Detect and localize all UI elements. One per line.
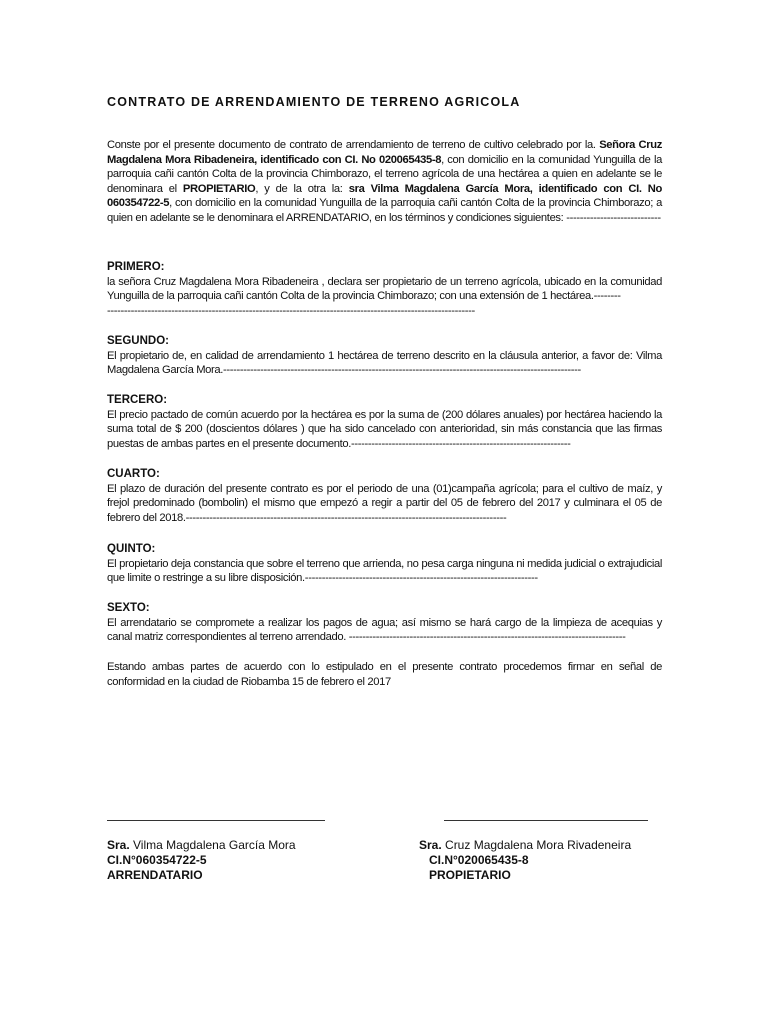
clause-text: El propietario deja constancia que sobre el terreno que arrienda, no pesa carga ninguna ni medida judicial o extrajudicial que limite o restringe a su libre disposición.---------------------------------------------------------------------	[107, 557, 662, 585]
clause-tercero	[107, 393, 662, 451]
signature-block-owner	[419, 838, 631, 883]
clause-heading: QUINTO:	[107, 543, 156, 555]
signature-line-left	[107, 820, 325, 821]
signer-prefix: Sra.	[419, 838, 442, 852]
closing-paragraph: Estando ambas partes de acuerdo con lo estipulado en el presente contrato procedemos firmar en señal de conformidad en la ciudad de Riobamba 15 de febrero el 2017	[107, 661, 662, 688]
signer-name: Cruz Magdalena Mora Rivadeneira	[441, 838, 632, 852]
owner-identification: Señora Cruz Magdalena Mora Ribadeneira, identificado con CI. No 020065435-8	[107, 139, 663, 166]
intro-text-3: , y de la otra la:	[255, 182, 349, 195]
tenant-identification: sra Vilma Magdalena García Mora, identificado con CI. No 060354722-5	[107, 182, 662, 210]
signer-name: Vilma Magdalena García Mora	[129, 838, 296, 852]
clause-segundo	[107, 334, 662, 378]
clause-heading: TERCERO:	[107, 394, 168, 406]
clause-primero	[107, 260, 662, 318]
clause-heading: CUARTO:	[107, 468, 160, 480]
clause-text: El plazo de duración del presente contrato es por el periodo de una (01)campaña agrícola; para el cultivo de maíz, y frejol predominado (bombolin) el mismo que empezó a regir a partir del 05 de febrero del 2017 y culminara el 05 de febrero del 2018.-----------------------------------------------------------------------------------------------	[107, 482, 662, 524]
signer-role: ARRENDATARIO	[107, 868, 203, 882]
owner-role: PROPIETARIO	[182, 182, 256, 195]
clause-text: El propietario de, en calidad de arrendamiento 1 hectárea de terreno descrito en la cláusula anterior, a favor de: Vilma Magdalena García Mora.----------------------------------------------------------------------------------------------------------	[107, 349, 662, 377]
document-title: CONTRATO DE ARRENDAMIENTO DE TERRENO AGRICOLA	[107, 95, 521, 109]
signer-role: PROPIETARIO	[429, 868, 511, 882]
dash-filler: -------------------------------------------------------------------------------------------------------------	[107, 304, 475, 317]
signer-prefix: Sra.	[107, 838, 130, 852]
clause-quinto	[107, 542, 662, 586]
signature-line-right	[444, 820, 648, 821]
intro-text-4: , con domicilio en la comunidad Yunguilla de la parroquia cañi cantón Colta de la provincia Chimborazo; a quien en adelante se le denominara el ARRENDATARIO, en los términos y condiciones siguientes: ----------------------------	[107, 197, 662, 224]
intro-text-1: Conste por el presente documento de contrato de arrendamiento de terreno de cultivo celebrado por la.	[107, 139, 600, 151]
signer-ci: CI.N°060354722-5	[107, 853, 207, 867]
clause-text: la señora Cruz Magdalena Mora Ribadeneira , declara ser propietario de un terreno agrícola, ubicado en la comunidad Yunguilla de la parroquia cañi cantón Colta de la provincia Chimborazo; con una extensión de 1 hectárea.--------	[107, 275, 662, 303]
clause-sexto	[107, 601, 662, 645]
clause-heading: SEGUNDO:	[107, 335, 169, 347]
clause-heading: PRIMERO:	[107, 261, 165, 273]
intro-text-2: , con domicilio en la comunidad Yunguilla de la parroquia cañi cantón Colta de la provincia Chimborazo, el terreno agrícola de una hectárea a quien en adelante se le denominara el	[107, 153, 662, 195]
intro-paragraph	[107, 138, 662, 226]
clause-heading: SEXTO:	[107, 602, 150, 614]
clause-text: El precio pactado de común acuerdo por la hectárea es por la suma de (200 dólares anuales) por hectárea haciendo la suma total de $ 200 (doscientos dólares ) que ha sido cancelado con anterioridad, sin más constancia que las firmas puestas de ambas partes en el presente documento.-----------------------------------------------------------------	[107, 408, 662, 450]
signature-block-tenant	[107, 838, 296, 883]
signer-ci: CI.N°020065435-8	[429, 853, 529, 867]
clause-cuarto	[107, 467, 662, 525]
clause-text: El arrendatario se compromete a realizar los pagos de agua; así mismo se hará cargo de la limpieza de acequias y canal matriz correspondientes al terreno arrendado. ----------------------------------------------------------------------------------	[107, 616, 662, 644]
